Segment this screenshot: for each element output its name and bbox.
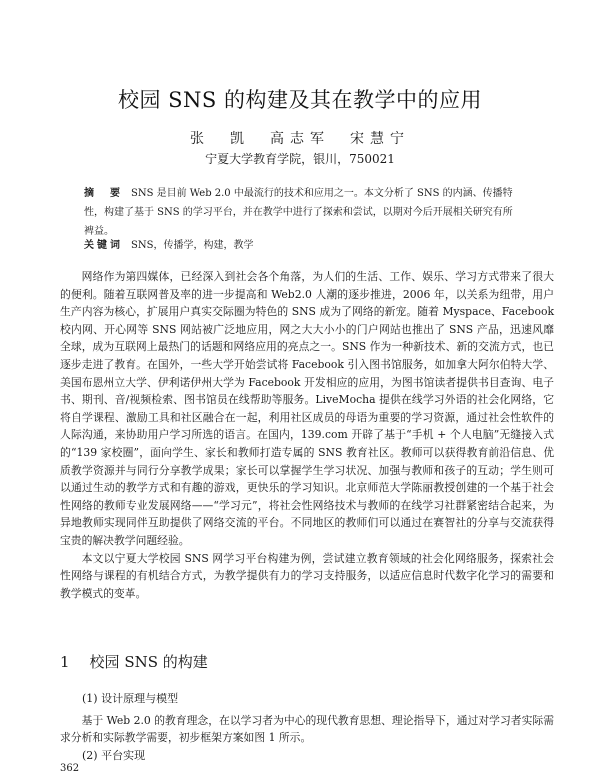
abstract-text: SNS 是目前 Web 2.0 中最流行的技术和应用之一。本文分析了 SNS 的内涵、传播特性，构建了基于 SNS 的学习平台，并在教学中进行了探索和尝试，以期对今后开展相关研究有所裨益。 <box>84 188 513 237</box>
abstract <box>84 184 516 241</box>
body-paragraph: 网络作为第四媒体，已经深入到社会各个角落，为人们的生活、工作、娱乐、学习方式带来了很大的便利。随着互联网普及率的进一步提高和 Web2.0 人潮的逐步推进，2006 年，以关系为纽带，用户生产内容为核心，扩展用户真实交际圈为特色的 SNS 成为了网络的新宠。随着 Myspace、Facebook 校内网、开心网等 SNS 网站被广泛地应用，网之大大小小的门户网站也推出了 SNS 产品，迅速风靡全球，成为互联网上最热门的话题和网络应用的亮点之一。SNS 作为一种新技术、新的交流方式，也已逐步走进了教育。在国外，一些大学开始尝试将 Facebook 引入图书馆服务，如加拿大阿尔伯特大学、美国布恩州立大学、伊利诺伊州大学为 Facebook 开发相应的应用，为图书馆读者提供书目查询、电子书、期刊、音/视频检索、图书馆员在线帮助等服务。LiveMocha 提供在线学习外语的社会化网络，它将自学课程、激励工具和社区融合在一起，利用社区成员的母语为重要的学习资源，通过社会性软件的人际沟通，来协助用户学习所选的语言。在国内，139.com 开辟了基于“手机 + 个人电脑”无缝接入式的“139 家校圈”，面向学生、家长和教师打造专属的 SNS 教育社区。教师可以获得教育前沿信息、优质教学资源并与同行分享教学成果；家长可以掌握学生学习状况、加强与教师和孩子的互动；学生则可以通过生动的教学方式和有趣的游戏，更快乐的学习知识。北京师范大学陈丽教授创建的一个基于社会性网络的教师专业发展网络——“学习元”，将社会性网络技术与教师的在线学习社群紧密结合起来，为异地教师实现同伴互助提供了网络交流的平台。不同地区的教师们可以通过在赛智社的分享与交流获得宝贵的解决教学问题经验。 <box>60 270 554 547</box>
section-title: 校园 SNS 的构建 <box>89 653 208 671</box>
section-heading <box>60 651 208 672</box>
page-number: 362 <box>60 763 80 774</box>
body-paragraph: 本文以宁夏大学校园 SNS 网学习平台构建为例，尝试建立教育领域的社会化网络服务，探索社会性网络与课程的有机结合方式，为教学提供有力的学习支持服务，以适应信息时代数字化学习的需要和教学模式的变革。 <box>60 551 554 600</box>
keywords <box>84 236 516 251</box>
subsection-heading: (1) 设计原理与模型 <box>82 692 179 705</box>
affiliation: 宁夏大学教育学院，银川，750021 <box>205 152 395 166</box>
paper-title: 校园 SNS 的构建及其在教学中的应用 <box>118 88 482 112</box>
keywords-label: 关键词 <box>84 240 123 251</box>
body-text <box>60 268 554 602</box>
keywords-text: SNS，传播学，构建，教学 <box>131 240 254 251</box>
author-list: 张 凯 高志军 宋慧宁 <box>190 131 410 147</box>
abstract-label: 摘 要 <box>84 188 123 199</box>
section-number: 1 <box>60 653 70 671</box>
subsection-heading: (2) 平台实现 <box>82 749 146 762</box>
body-paragraph: 基于 Web 2.0 的教育理念，在以学习者为中心的现代教育思想、理论指导下，通过对学习者实际需求分析和实际教学需要，初步框架方案如图 1 所示。 <box>60 714 554 744</box>
